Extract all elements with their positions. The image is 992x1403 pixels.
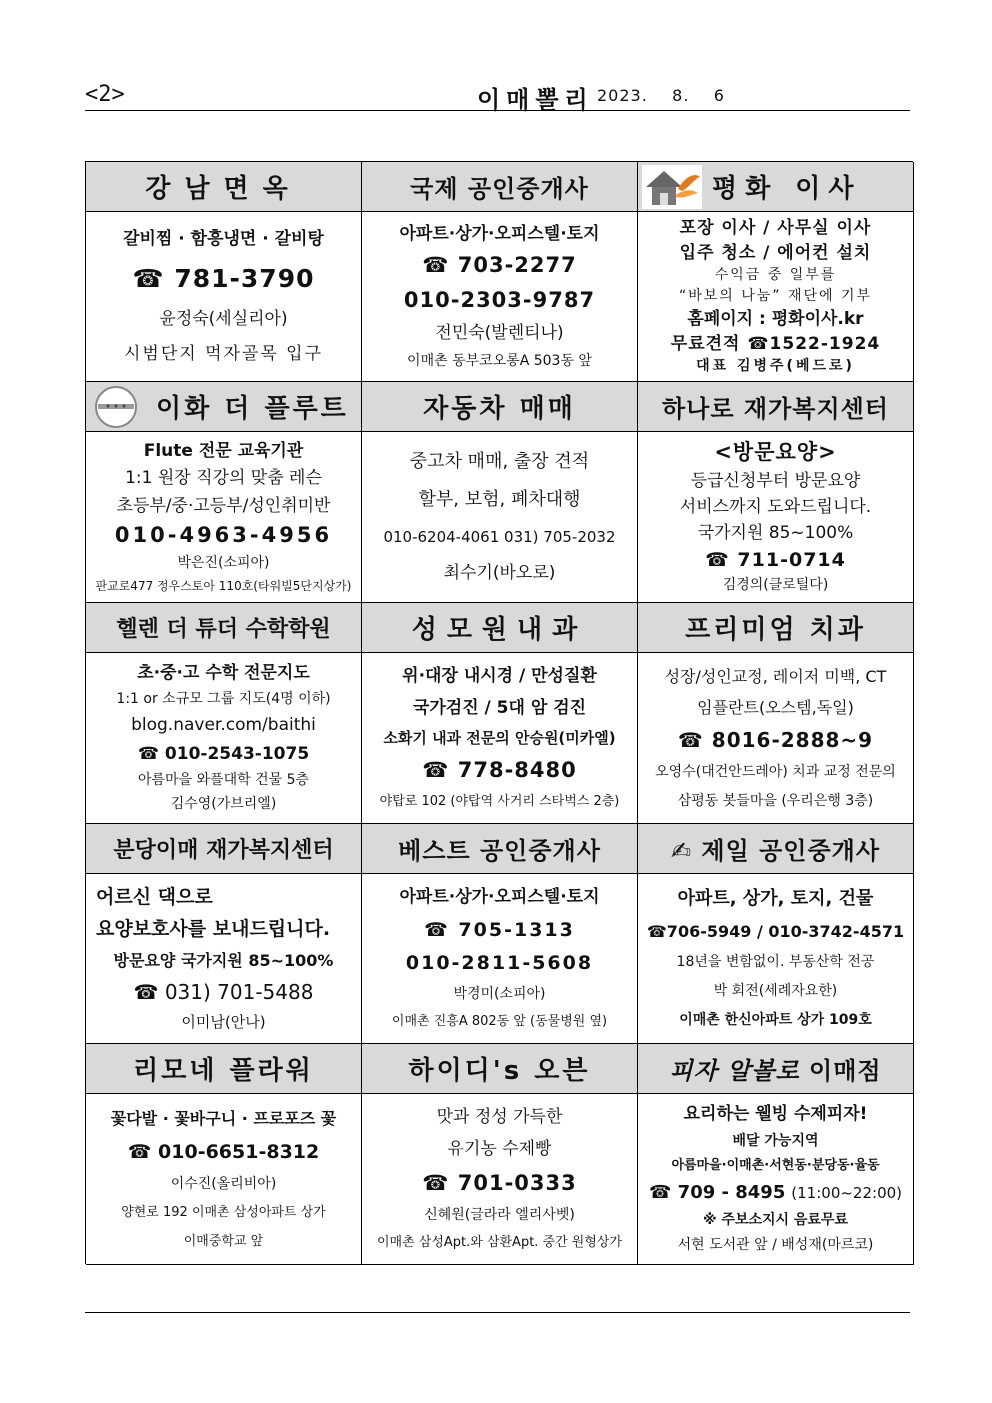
ad-contact: 박 회전(세례자요한) [713,982,838,999]
ad-phone: 010-6204-4061 031) 705-2032 [383,527,616,546]
ad-phone: ☎ 701-0333 [422,1170,577,1195]
ad-line: 아파트·상가·오피스텔·토지 [399,223,600,244]
ad-line: 초등부/중·고등부/성인취미반 [116,495,331,516]
ad-phone: ☎ 705-1313 [424,918,575,941]
ad-contact: 최수기(바오로) [443,562,556,583]
ad-limone-flower [86,1044,362,1265]
ad-contact: 이수진(올리비아) [170,1176,277,1192]
ad-address: 이매촌 한신아파트 상가 109호 [679,1011,872,1028]
ad-line: 갈비찜 · 함흥냉면 · 갈비탕 [123,228,324,249]
ad-phone: ☎ 711-0714 [705,548,846,571]
ad-line: 소화기 내과 전문의 안승원(미카엘) [383,728,616,747]
page-header [85,82,910,114]
ad-title: 분당이매 재가복지센터 [86,824,361,874]
ad-contact: 오영수(대건안드레아) 치과 교정 전문의 [655,764,896,781]
ad-title: 강남면옥 [86,162,361,212]
ad-line: ※ 주보소지시 음료무료 [702,1211,849,1228]
header-rule [85,110,910,111]
ad-line: 임플란트(오스템,독일) [697,697,854,717]
footer-rule [85,1312,910,1313]
ad-line: 아파트, 상가, 토지, 건물 [677,888,874,910]
ad-line: <방문요양> [714,439,837,464]
ad-title: 베스트 공인중개사 [362,824,637,874]
ad-pyeonghwa-moving [638,162,914,382]
ad-line: 포장 이사 / 사무실 이사 [679,218,872,239]
page-number: <2> [85,82,125,107]
ad-phone: ☎ 031) 701-5488 [133,979,314,1004]
ad-address: 판교로477 정우스토아 110호(타워빌5단지상가) [95,578,352,593]
ad-phone: ☎ 8016-2888~9 [677,728,874,753]
ad-address: 야탑로 102 (야탑역 사거리 스타벅스 2층) [379,794,620,810]
ad-address: 이매촌 진흥A 802동 앞 (동물병원 옆) [391,1014,608,1030]
ad-website: blog.naver.com/baithi [131,715,316,736]
ad-helen-math [86,603,362,824]
ad-phone: ☎ 703-2277 [422,253,577,278]
ad-line: 요리하는 웰빙 수제피자! [683,1104,868,1125]
ad-mobile: 010-2303-9787 [403,288,596,313]
ad-phone: ☎ 778-8480 [422,758,577,783]
ad-line: 성장/성인교정, 레이저 미백, CT [664,666,887,686]
ad-title: 성모원내과 [362,603,637,653]
ad-line: 어르신 댁으로 [96,885,213,908]
ad-contact: 박은진(소피아) [177,554,270,571]
ad-phone: ☎ 781-3790 [132,263,315,293]
flute-logo-icon [90,385,142,429]
ad-ewha-flute [86,382,362,603]
ad-address: 시범단지 먹자골목 입구 [123,343,324,364]
ad-car-trade [362,382,638,603]
ad-phone: 무료견적 ☎1522-1924 [670,333,881,354]
ad-title: 자동차 매매 [362,382,637,432]
ad-phone-row [649,1182,902,1204]
ad-premium-dental [638,603,914,824]
ad-line: 아름마을·이매촌·서현동·분당동·율동 [671,1158,880,1174]
ad-bundang-imae-welfare [86,824,362,1044]
ad-phone: ☎706-5949 / 010-3742-4571 [646,922,905,942]
ad-seongmo-clinic [362,603,638,824]
ad-contact: 김수영(가브리엘) [170,796,277,813]
ad-contact: 김경의(클로틸다) [722,577,829,594]
ad-gukje-realty [362,162,638,382]
ad-phone: ☎ 010-2543-1075 [137,743,310,764]
ad-title-bar [638,1044,913,1094]
ad-title-bar [638,162,913,212]
ad-title: 헬렌 더 튜더 수학학원 [86,603,361,653]
ad-contact: 대표 김병주(베드로) [696,358,855,375]
ad-hours: (11:00~22:00) [791,1183,903,1202]
ad-title: 하나로 재가복지센터 [638,382,913,432]
bulletin-title: 이매뽈리 [477,86,594,114]
ad-title-bar [86,382,361,432]
ad-contact: 이미남(안나) [181,1013,266,1032]
ad-line: 위·대장 내시경 / 만성질환 [402,666,597,687]
ad-line: 국가지원 85~100% [697,522,854,543]
ad-line: 1:1 원장 직강의 맞춤 레슨 [125,468,322,489]
ad-phone: ☎ 010-6651-8312 [127,1140,320,1163]
ad-address: 아름마을 와플대학 건물 5층 [137,771,310,788]
ad-line: 꽃다발 · 꽃바구니 · 프로포즈 꽃 [110,1108,337,1128]
ad-line: 등급신청부터 방문요양 [690,470,861,491]
ad-line: 초·중·고 수학 전문지도 [137,662,310,683]
ad-title: 리모네 플라워 [86,1044,361,1094]
ad-line: 입주 청소 / 에어컨 설치 [679,242,872,263]
house-logo-icon [642,165,702,209]
ad-line: Flute 전문 교육기관 [143,440,304,461]
ad-line: 중고차 매매, 출장 견적 [409,450,590,472]
ad-contact: 윤정숙(세실리아) [159,308,288,329]
ad-contact: 신혜원(글라라 엘리사벳) [424,1207,575,1224]
ad-line: “바보의 나눔” 재단에 기부 [678,288,873,305]
ad-phone: 010-4963-4956 [114,522,333,547]
ad-address-note: 이매중학교 앞 [183,1233,264,1249]
ad-line: 1:1 or 소규모 그룹 지도(4명 이하) [116,690,331,707]
ad-website: 홈페이지 : 평화이사.kr [687,309,864,329]
ad-hanaro-welfare [638,382,914,603]
ad-address: 서현 도서관 앞 / 배성재(마르코) [677,1236,874,1253]
ad-line: 18년을 변함없이. 부동산학 전공 [676,953,875,970]
ad-line: 맛과 정성 가득한 [436,1107,563,1128]
ad-gangnam-myeonok [86,162,362,382]
ad-address: 양현로 192 이매촌 삼성아파트 상가 [121,1205,326,1221]
ad-title: 평화 이사 [712,174,862,204]
ad-contact: 전민숙(발렌티나) [435,322,564,343]
ad-contact: 박경미(소피아) [453,986,546,1003]
ad-title-brand: 피자 알볼로 [669,1057,800,1085]
ad-best-realty [362,824,638,1044]
ad-address: 삼평동 봇들마을 (우리은행 3층) [677,792,874,809]
ad-line: 서비스까지 도와드립니다. [679,496,872,517]
ad-line: 할부, 보험, 폐차대행 [418,489,581,511]
ad-line: 아파트·상가·오피스텔·토지 [399,887,600,908]
ad-grid [85,161,913,1264]
ad-address: 이매촌 삼성Apt.와 삼환Apt. 중간 원형상가 [376,1235,623,1251]
ad-mobile: 010-2811-5608 [405,952,594,975]
ad-line: 국가검진 / 5대 암 검진 [412,697,587,718]
ad-title-branch: 이매점 [799,1057,882,1085]
ad-pizza-alvolo [638,1044,914,1265]
ad-title: 국제 공인중개사 [362,162,637,212]
ad-title: 이화 더 플루트 [156,394,349,424]
ad-line: 배달 가능지역 [732,1132,819,1149]
ad-line: 요양보호사를 보내드립니다. [96,918,331,941]
ad-title: ✍ 제일 공인중개사 [638,824,913,874]
ad-line: 수익금 중 일부를 [714,267,837,284]
ad-jeil-realty [638,824,914,1044]
ad-line: 방문요양 국가지원 85~100% [113,950,334,970]
ad-title: 하이디's 오븐 [362,1044,637,1094]
ad-phone: ☎ 709 - 8495 [648,1181,786,1203]
ad-title: 프리미엄 치과 [638,603,913,653]
ad-address: 이매촌 동부코오롱A 503동 앞 [407,352,592,369]
ad-heidi-oven [362,1044,638,1265]
ad-line: 유기농 수제빵 [447,1138,552,1159]
bulletin-date: 2023. 8. 6 [597,86,725,105]
